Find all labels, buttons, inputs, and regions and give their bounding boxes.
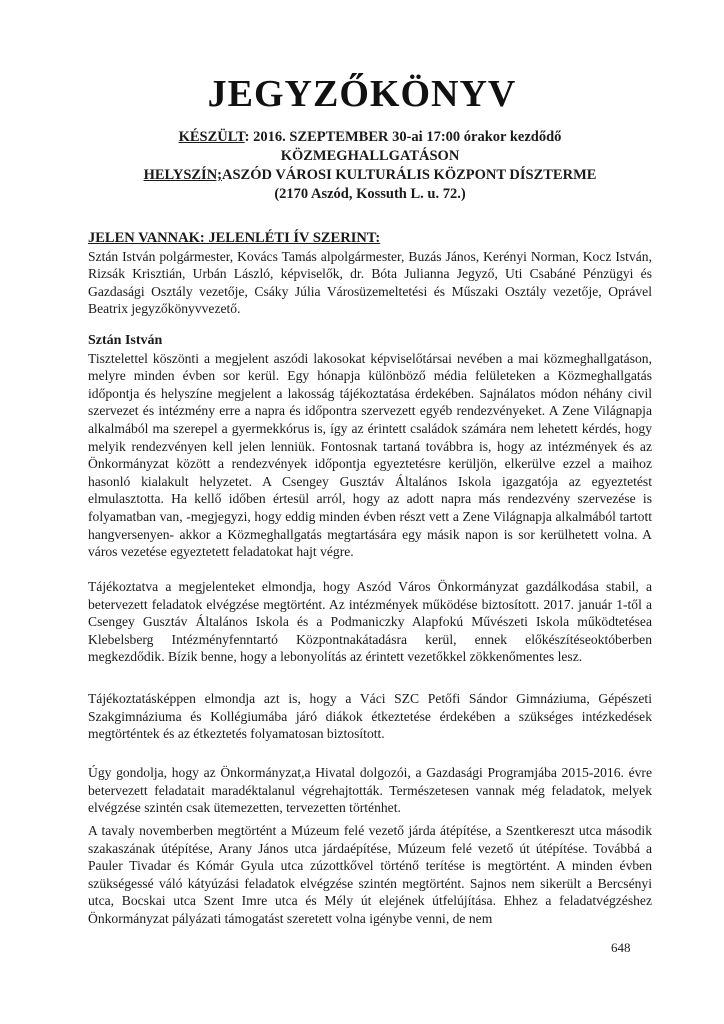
attendance-heading: JELEN VANNAK: JELENLÉTI ÍV SZERINT: (88, 230, 381, 246)
location-line (80, 166, 660, 185)
location-text: ASZÓD VÁROSI KULTURÁLIS KÖZPONT DÍSZTERME (222, 167, 597, 183)
attendance-section (88, 230, 652, 318)
paragraph: A tavaly novemberben megtörtént a Múzeum felé vezető járda átépítése, a Szentkereszt utca második szakaszának útépítése, Arany János utca járdaépítése, Múzeum felé vezető út útépítése. Továbbá a Pauler Tivadar és Kómár Gyula utca zúzottkővel történő terítése is megtörtént. A minden évben szükségessé váló kátyúzási feladatok elvégzése szintén megtörtént. Sajnos nem sikerült a Bercsényi utca, Bocskai utca Szent Imre utca és Mély út elejének útfelújítása. Ehhez a feladatvégzéshez Önkormányzat pályázati támogatást szeretett volna igénybe venni, de nem (88, 823, 652, 926)
created-label: KÉSZÜLT (178, 129, 245, 145)
document-title: JEGYZŐKÖNYV (207, 73, 517, 115)
paragraph: Tisztelettel köszönti a megjelent aszódi lakosokat képviselőtársai nevében a mai közmeghallgatáson, melyre minden évben sor kerül. Egy hónapja különböző média felületeken a Közmeghallgatás időpontja és helyszíne megjelent a lakosság tájékoztatása érdekében. Sajnálatos módon néhány civil szervezet és intézmény erre a napra és időpontra szervezett egyéb rendezvényeket. A Zene Világnapja alkalmából ma szerepel a gyermekkórus is, így az érintett családok számára nem lehetett kérdés, hogy melyik rendezvényen kell jelen lenniük. Fontosnak tartaná továbbra is, hogy az intézmények és az Önkormányzat között a rendezvények időpontja egyeztetésre kerüljön, elkerülve ezzel a maihoz hasonló kialakult helyzetet. A Csengey Gusztáv Általános Iskola igazgatója az egyeztetést elmulasztotta. Ha kellő időben értesül arról, hogy az adott napra más rendezvény szervezése is folyamatban van, -megjegyzi, hogy eddig minden évben részt vett a Zene Világnapja alkalmából tartott hangversenyen- akkor a Közmeghallgatás megtartására egy másik napon is sor kerülhetett volna. A város vezetése egyeztetett feladatokat hajt végre. (88, 350, 652, 560)
attendance-text: Sztán István polgármester, Kovács Tamás alpolgármester, Buzás János, Kerényi Norman, Kocz István, Rizsák Krisztián, Urbán László, képviselők, dr. Bóta Julianna Jegyző, Uti Csabáné Pénzügyi és Gazdasági Osztály vezetője, Csáky Júlia Városüzemeltetési és Műszaki Osztály vezetője, Oprável Beatrix jegyzőkönyvvezető. (88, 248, 652, 317)
paragraph: Tájékoztatásképpen elmondja azt is, hogy a Váci SZC Petőfi Sándor Gimnáziuma, Gépészeti Szakgimnáziuma és Kollégiumába járó diákok étkeztetése érdekében a szükséges intézkedések megtörténtek és az étkeztetés folyamatosan biztosított. (88, 691, 652, 742)
address-line: (2170 Aszód, Kossuth L. u. 72.) (274, 186, 466, 202)
speech-section-3 (88, 690, 652, 743)
paragraph: Tájékoztatva a megjelenteket elmondja, hogy Aszód Város Önkormányzat gazdálkodása stabil, a betervezett feladatok elvégzése megtörtént. Az intézmények működése biztosított. 2017. január 1-től a Csengey Gusztáv Általános Iskola és a Podmaniczky Alapfokú Művészeti Iskola működtetésea Klebelsberg Intézményfenntartó Központnakátadásra kerül, ennek előkészítéseoktóberben megkezdődik. Bízik benne, hogy a lebonyolítás az érintett vezetőkkel zökkenőmentes lesz. (88, 579, 652, 665)
speaker-name: Sztán István (88, 333, 163, 348)
created-text: : 2016. SZEPTEMBER 30-ai 17:00 órakor kezdődő (244, 129, 562, 145)
document-header (80, 128, 660, 204)
speech-section-2 (88, 578, 652, 666)
speech-section-5 (88, 822, 652, 928)
created-line (80, 128, 660, 147)
page-number: 648 (611, 940, 631, 955)
location-label: HELYSZÍN; (143, 167, 223, 183)
speech-section-4 (88, 764, 652, 817)
speech-section-1 (88, 332, 652, 561)
event-line: KÖZMEGHALLGATÁSON (280, 148, 460, 164)
paragraph: Úgy gondolja, hogy az Önkormányzat,a Hivatal dolgozói, a Gazdasági Programjába 2015-2016. évre betervezett feladatait maradéktalanul végrehajtották. Természetesen vannak még feladatok, melyek elvégzése szintén csak ütemezetten, tervezetten történhet. (88, 765, 652, 816)
